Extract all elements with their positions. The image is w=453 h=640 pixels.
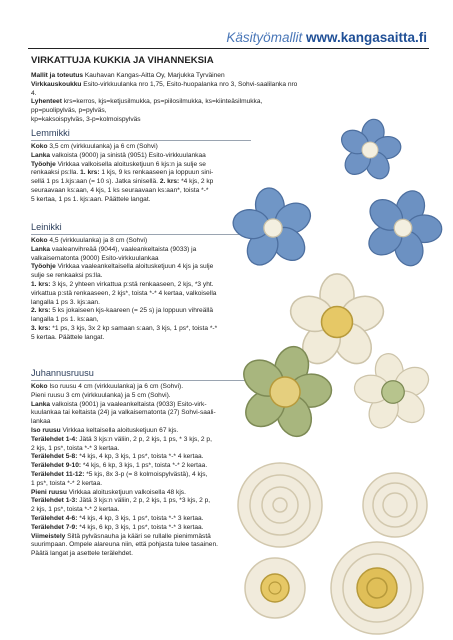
section-heading-lemmikki: Lemmikki	[31, 128, 70, 138]
body-line: 5 kertaa, 1 ps 1. kjs:aan. Päättele langat.	[31, 195, 151, 203]
body-line: valkaisematonta (9000) Esito-virkkuulankaa	[31, 254, 159, 262]
body-line: Terälehdet 7-9: *4 kjs, 6 kp, 3 kjs, 1 ps*, toista *-* 3 kertaa.	[31, 523, 204, 531]
body-line: sulje se renkaaksi ps:lla.	[31, 272, 103, 280]
forget-me-not-left	[225, 182, 321, 274]
body-line: suurimpaan. Ompele alareuna niin, että pohjasta tulee tasainen.	[31, 541, 218, 549]
body-line: kuulankaa tai keltaista (24) ja valkaisematonta (27) Sohvi-saali-	[31, 409, 216, 417]
body-line: Terälehdet 1-3: Jätä 3 kjs:n väliin, 2 p, 2 kjs, 1 ps, *3 kjs, 2 p,	[31, 497, 211, 505]
section-heading-leinikki: Leinikki	[31, 222, 62, 232]
body-line: langalla 1 ps 3. kjs:aan.	[31, 298, 100, 306]
body-line: virkattua p:stä renkaaseen, 2 kjs*, toista *-* 4 kertaa, valkoisella	[31, 289, 217, 297]
body-line: lankaa	[31, 418, 51, 426]
body-line: Päätä langat ja asettele terälehdet.	[31, 550, 133, 558]
body-line: Koko 4,5 (virkkuulanka) ja 8 cm (Sohvi)	[31, 237, 148, 244]
rose-yellow-small	[245, 558, 305, 618]
body-line: renkaaksi ps:lla. 1. krs: 1 kjs, 9 ks renkaaseen ja loppuun sini-	[31, 169, 214, 177]
body-line: Terälehdet 11-12: *5 kjs, 8x 3-p (= 8 kolmoispylvästä), 4 kjs,	[31, 470, 208, 478]
body-line: Koko Iso ruusu 4 cm (virkkuulanka) ja 6 cm (Sohvi).	[31, 383, 184, 390]
body-line: Terälehdet 1-4: Jätä 3 kjs:n väliin, 2 p, 2 kjs, 1 ps, * 3 kjs, 2 p,	[31, 435, 212, 443]
body-line: 5 kertaa. Päättele langat.	[31, 333, 105, 341]
body-line: Viimeistely Siltä pylväsnauha ja kääri se rullalle pienimmästä	[31, 532, 211, 540]
page-title: VIRKATTUJA KUKKIA JA VIHANNEKSIA	[31, 55, 214, 66]
rose-yellow-center	[331, 542, 423, 634]
body-line: Työohje Virkkaa valkoisella aloitusketjuun 6 kjs:n ja sulje se	[31, 160, 206, 168]
section-rule	[31, 234, 251, 235]
body-line: Terälehdet 9-10: *4 kjs, 6 kp, 3 kjs, 1 ps*, toista *-* 2 kertaa.	[31, 462, 208, 470]
section-rule	[31, 380, 251, 381]
body-line: seuraavaan ks:aan, 4 kjs, 1 ks seuraavaan ks:aan*, toista *-*	[31, 186, 209, 194]
header-lead: Käsityömallit	[226, 30, 306, 45]
section-rule	[31, 140, 251, 141]
site-header	[226, 30, 427, 45]
forget-me-not-large	[332, 114, 408, 187]
body-line: 3. krs: *1 ps, 3 kjs, 3x 2 kp samaan s:aan, 3 kjs, 1 ps*, toista *-*	[31, 324, 218, 332]
body-line: Lanka vaaleanvihreää (9044), vaaleankeltaista (9033) ja	[31, 245, 197, 253]
rose-white-small	[363, 473, 427, 537]
intro-line: Virkkauskoukku Esito-virkkuulanka nro 1,75, Esito-huopalanka nro 3, Sohvi-saalilanka nro 4.	[31, 80, 298, 97]
body-line: Terälehdet 4-6: *4 kjs, 4 kp, 3 kjs, 1 ps*, toista *-* 3 kertaa.	[31, 514, 204, 522]
header-rule	[28, 48, 429, 49]
body-line: Iso ruusu Virkkaa keltaisella aloitusketjuun 67 kjs.	[31, 426, 179, 434]
body-line: sellä 1 ps 1.kjs:aan (= 10 s). Jatka sinisellä. 2. krs: *4 kjs, 2 kp	[31, 178, 214, 186]
body-line: Pieni ruusu 3 cm (virkkuulanka) ja 5 cm (Sohvi).	[31, 391, 171, 399]
body-line: Pieni ruusu Virkkaa aloitusketjuun valkoisella 48 kjs.	[31, 488, 186, 496]
section-heading-juhannusruusu: Juhannusruusu	[31, 368, 94, 378]
rose-white-large	[238, 463, 322, 547]
body-line: 1 ps*, toista *-* 2 kertaa.	[31, 479, 103, 487]
body-line: 2. krs: 5 ks jokaiseen kjs-kaareen (= 25 s) ja loppuun vihreällä	[31, 307, 213, 315]
body-line: 2 kjs, 1 ps*, toista *-* 2 kertaa.	[31, 506, 120, 514]
forget-me-not-right	[351, 178, 453, 280]
intro-line: Lyhenteet krs=kerros, kjs=ketjusilmukka, ps=piilosilmukka, ks=kiinteäsilmukka, pp=puolipylväs, p=pylväs,	[31, 98, 263, 115]
body-line: Terälehdet 5-8: *4 kjs, 4 kp, 3 kjs, 1 ps*, toista *-* 4 kertaa.	[31, 453, 204, 461]
body-line: langalla 1 ps 1. ks:aan,	[31, 316, 99, 324]
body-line: 1. krs: 3 kjs, 2 yhteen virkattua p:stä renkaaseen, 2 kjs, *3 yht.	[31, 280, 214, 288]
header-site-link[interactable]: www.kangasaitta.fi	[305, 30, 427, 45]
body-line: 2 kjs, 1 ps*, toista *-* 3 kertaa.	[31, 444, 120, 452]
intro-line: Mallit ja toteutus Kauhavan Kangas-Aitta Oy, Marjukka Tyrväinen	[31, 72, 225, 79]
intro-line: kp=kaksoispylväs, 3-p=kolmoispylväs	[31, 115, 141, 123]
body-line: Koko 3,5 cm (virkkuulanka) ja 6 cm (Sohvi)	[31, 143, 158, 150]
body-line: Lanka valkoista (9000) ja sinistä (9051) Esito-virkkuulankaa	[31, 151, 206, 159]
body-line: Työohje Virkkaa vaaleankeltaisella aloitusketjuun 4 kjs ja sulje	[31, 263, 214, 271]
flower-photos	[225, 110, 453, 640]
body-line: Lanka valkoista (9001) ja vaaleankeltaista (9033) Esito-virk-	[31, 400, 207, 408]
